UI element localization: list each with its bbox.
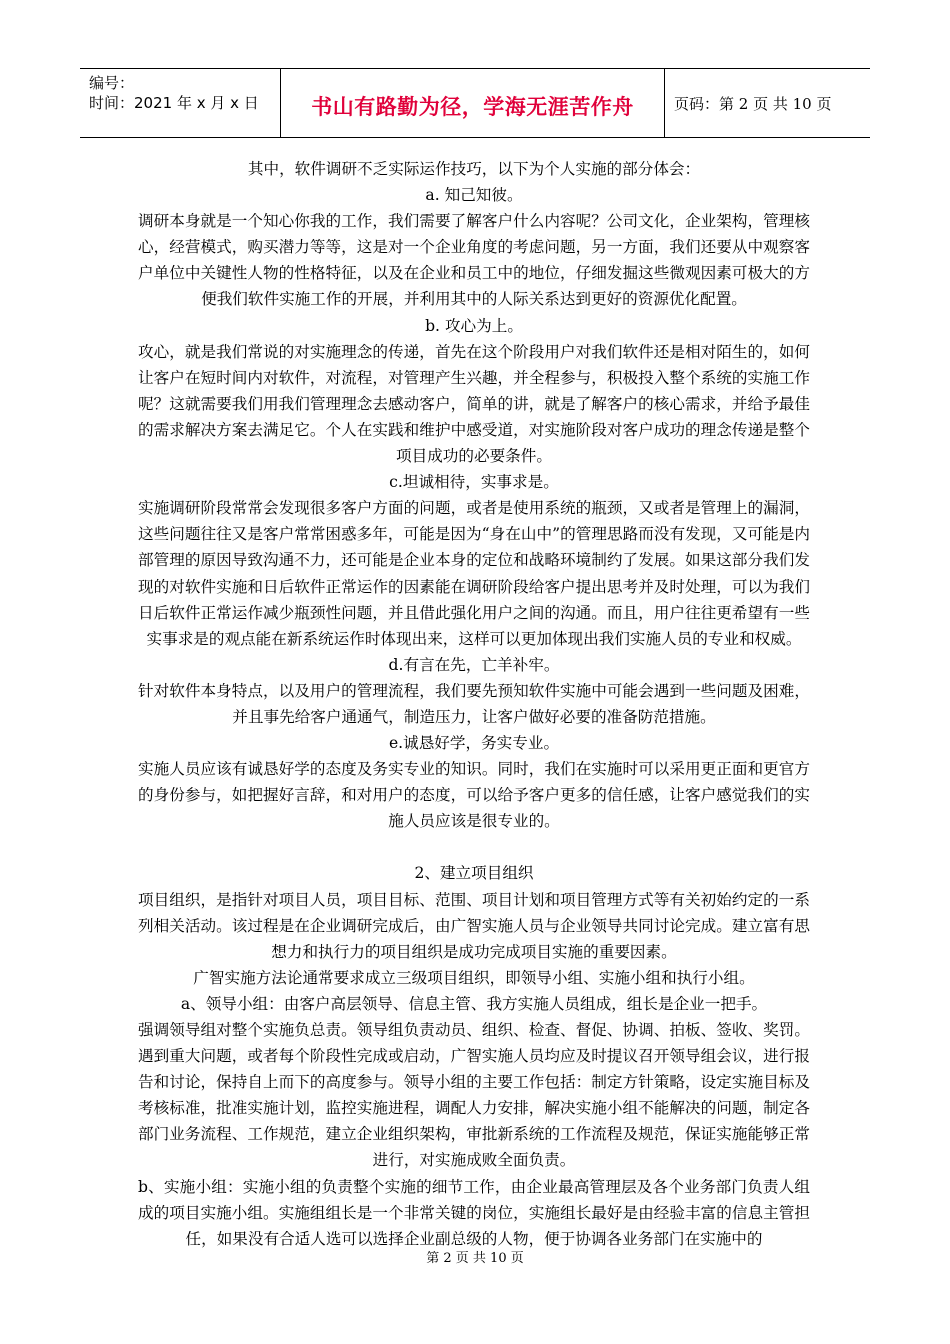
paragraph-b: 攻心，就是我们常说的对实施理念的传递，首先在这个阶段用户对我们软件还是相对陌生的，如何让客户在短时间内对软件，对流程，对管理产生兴趣，并全程参与，积极投入整个系统的实施工作呢？这就需要我们用我们管理理念去感动客户，简单的讲，就是了解客户的核心需求，并给予最佳的需求解决方案去满足它。个人在实践和维护中感受道，对实施阶段对客户成功的理念传递是整个项目成功的必要条件。 [138, 342, 810, 466]
header-motto-cell [281, 69, 665, 137]
subheading-a: a. 知己知彼。 [425, 186, 523, 205]
section-heading-2: 2、建立项目组织 [414, 864, 534, 883]
paragraph-e: 实施人员应该有诚恳好学的态度及务实专业的知识。同时，我们在实施时可以采用更正面和更官方的身份参与，如把握好言辞，和对用户的态度，可以给予客户更多的信任感，让客户感觉我们的实施人员应该是很专业的。 [138, 760, 810, 831]
paragraph-a: 调研本身就是一个知心你我的工作，我们需要了解客户什么内容呢？公司文化，企业架构，管理核心，经营模式，购买潜力等等，这是对一个企业角度的考虑问题，另一方面，我们还要从中观察客户单位中关键性人物的性格特征，以及在企业和员工中的地位，仔细发掘这些微观因素可极大的方便我们软件实施工作的开展，并利用其中的人际关系达到更好的资源优化配置。 [138, 212, 810, 309]
document-number-label: 编号： [89, 74, 135, 92]
paragraph-project-org: 项目组织，是指针对项目人员，项目目标、范围、项目计划和项目管理方式等有关初始约定的一系列相关活动。该过程是在企业调研完成后，由广智实施人员与企业领导共同讨论完成。建立富有思想力和执行力的项目组织是成功完成项目实施的重要因素。 [138, 890, 810, 961]
document-body [138, 156, 810, 1252]
paragraph-three-levels: 广智实施方法论通常要求成立三级项目组织，即领导小组、实施小组和执行小组。 [193, 968, 755, 987]
subheading-e: e.诚恳好学，务实专业。 [388, 734, 560, 753]
paragraph-leadership-duties: 强调领导组对整个实施负总责。领导组负责动员、组织、检查、督促、协调、拍板、签收、奖罚。遇到重大问题，或者每个阶段性完成或启动，广智实施人员均应及时提议召开领导组会议，进行报告和讨论，保持自上而下的高度参与。领导小组的主要工作包括：制定方针策略，设定实施目标及考核标准，批准实施计划，监控实施进程，调配人力安排，解决实施小组不能解决的问题，制定各部门业务流程、工作规范，建立企业组织架构，审批新系统的工作流程及规范，保证实施能够正常进行，对实施成败全面负责。 [138, 1021, 810, 1170]
paragraph-c: 实施调研阶段常常会发现很多客户方面的问题，或者是使用系统的瓶颈，又或者是管理上的漏洞，这些问题往往又是客户常常困惑多年，可能是因为“身在山中”的管理思路而没有发现，又可能是内部管理的原因导致沟通不力，还可能是企业本身的定位和战略环境制约了发展。如果这部分我们发现的对软件实施和日后软件正常运作的因素能在调研阶段给客户提出思考并及时处理，可以为我们日后软件正常运作减少瓶颈性问题，并且借此强化用户之间的沟通。而且，用户往往更希望有一些实事求是的观点能在新系统运作时体现出来，这样可以更加体现出我们实施人员的专业和权威。 [138, 499, 810, 648]
document-date-label: 时间：2021 年 x 月 x 日 [89, 94, 259, 112]
subheading-d: d.有言在先，亡羊补牢。 [388, 655, 560, 674]
paragraph-implementation-group: b、实施小组：实施小组的负责整个实施的细节工作，由企业最高管理层及各个业务部门负责人组成的项目实施小组。实施组组长是一个非常关键的岗位，实施组长最好是由经验丰富的信息主管担任，如果没有合适人选可以选择企业副总级的人物，便于协调各业务部门在实施中的 [138, 1177, 810, 1248]
paragraph-leadership-group: a、领导小组：由客户高层领导、信息主管、我方实施人员组成，组长是企业一把手。 [180, 994, 768, 1013]
page-footer: 第 2 页 共 10 页 [426, 1251, 524, 1266]
header-page-info: 页码：第 2 页 共 10 页 [674, 95, 832, 113]
header-motto: 书山有路勤为径，学海无涯苦作舟 [311, 94, 634, 119]
subheading-b: b. 攻心为上。 [425, 316, 523, 335]
paragraph-d: 针对软件本身特点，以及用户的管理流程，我们要先预知软件实施中可能会遇到一些问题及困难，并且事先给客户通通气，制造压力，让客户做好必要的准备防范措施。 [138, 681, 810, 726]
header-page-cell [665, 69, 870, 137]
subheading-c: c.坦诚相待，实事求是。 [389, 473, 559, 492]
header-table [80, 68, 870, 138]
header-meta-cell [80, 69, 281, 137]
paragraph-intro: 其中，软件调研不乏实际运作技巧，以下为个人实施的部分体会： [247, 160, 701, 178]
